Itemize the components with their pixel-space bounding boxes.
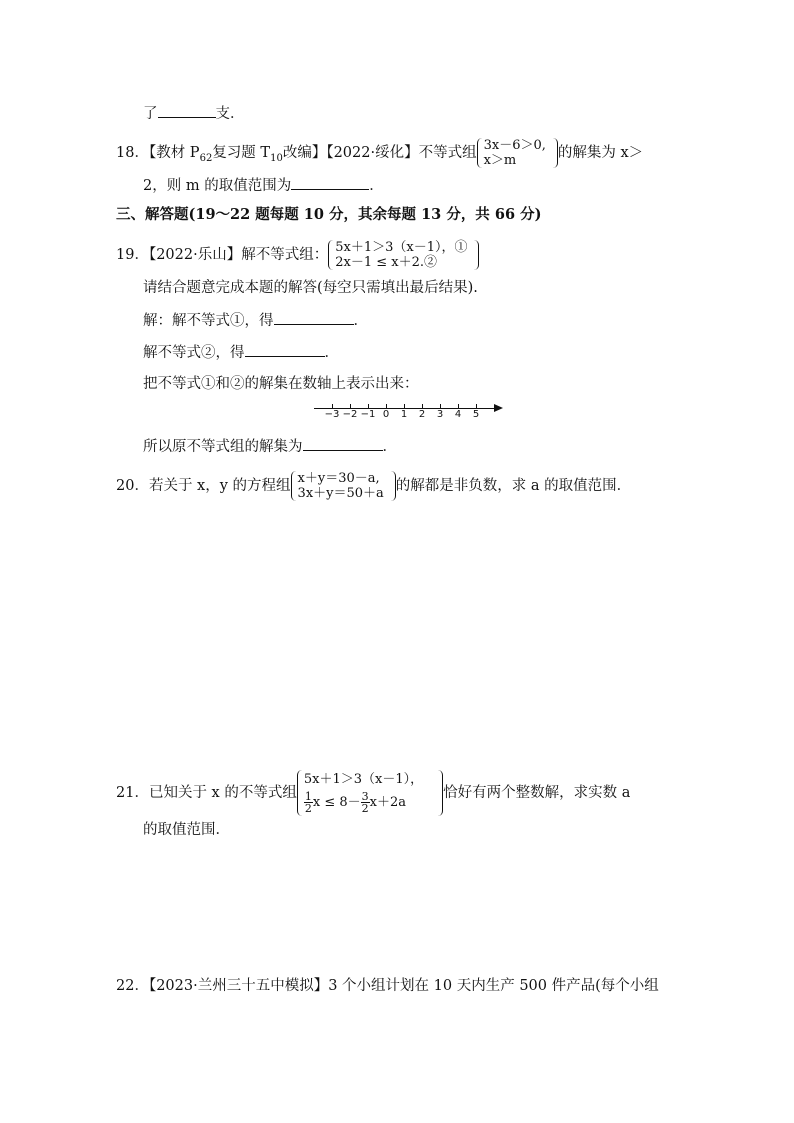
answer-blank[interactable] bbox=[303, 436, 383, 451]
tick-label: 4 bbox=[454, 409, 462, 420]
tick bbox=[368, 404, 369, 408]
answer-blank[interactable] bbox=[291, 175, 369, 190]
question-20: 20．若关于 x，y 的方程组 x＋y＝30－a, 3x＋y＝50＋a 的解都是非负数，求 a 的取值范围． bbox=[116, 471, 632, 501]
fraction: $\frac{3}{2}$ bbox=[361, 790, 369, 815]
answer-blank[interactable] bbox=[274, 310, 354, 325]
question-number: 21． bbox=[116, 785, 149, 801]
tick-label: −2 bbox=[342, 409, 358, 420]
q19-step1: 解：解不等式①，得 ． bbox=[143, 310, 368, 331]
tick bbox=[440, 404, 441, 408]
fraction: $\frac{1}{2}$ bbox=[304, 790, 312, 815]
inequality-system: 5x＋1＞3（x－1）， $\frac{1}{2}$ x ≤ 8－ $\frac{3}{2}$ x＋2a bbox=[297, 770, 443, 816]
tick bbox=[404, 404, 405, 408]
question-number: 20． bbox=[116, 478, 149, 494]
tick bbox=[458, 404, 459, 408]
equation-system: x＋y＝30－a, 3x＋y＝50＋a bbox=[291, 471, 396, 501]
tick-label: 5 bbox=[472, 409, 480, 420]
arrow-right-icon bbox=[494, 404, 503, 412]
question-number: 19． bbox=[116, 247, 149, 263]
tick-label: −3 bbox=[324, 409, 340, 420]
q19-step2: 解不等式②，得 ． bbox=[143, 342, 339, 363]
tick bbox=[476, 404, 477, 408]
answer-blank[interactable] bbox=[158, 103, 216, 118]
question-number: 22． bbox=[116, 978, 149, 994]
q17-continuation: 了 支． bbox=[143, 103, 245, 124]
answer-blank[interactable] bbox=[245, 342, 325, 357]
inequality-system: 5x＋1＞3（x－1），① 2x－1 ≤ x＋2.② bbox=[328, 240, 479, 270]
inequality-system: 3x－6＞0, x＞m bbox=[477, 138, 558, 168]
tick-label: 0 bbox=[382, 409, 390, 420]
q19-instruction: 请结合题意完成本题的解答(每空只需填出最后结果). bbox=[143, 280, 478, 296]
tick-label: 2 bbox=[418, 409, 426, 420]
question-19: 19．【2022·乐山】解不等式组： 5x＋1＞3（x－1），① 2x－1 ≤ x＋2.② bbox=[116, 240, 479, 270]
question-21: 21．已知关于 x 的不等式组 5x＋1＞3（x－1）， $\frac{1}{2}$ x ≤ 8－ $\frac{3}{2}$ x＋2a 恰好有两个整数解，求实数 a bbox=[116, 772, 631, 815]
tick bbox=[332, 404, 333, 408]
tick-label: 3 bbox=[436, 409, 444, 420]
number-line bbox=[314, 398, 504, 422]
question-number: 18． bbox=[116, 145, 149, 161]
q19-step4: 所以原不等式组的解集为 ． bbox=[143, 436, 397, 457]
q19-step3: 把不等式①和②的解集在数轴上表示出来： bbox=[143, 376, 419, 392]
question-22: 22．【2023·兰州三十五中模拟】3 个小组计划在 10 天内生产 500 件产品(每个小组 bbox=[116, 978, 659, 994]
section-heading: 三、解答题(19～22 题每题 10 分，其余每题 13 分，共 66 分) bbox=[116, 206, 542, 223]
tick bbox=[386, 404, 387, 408]
question-21-cont: 的取值范围． bbox=[143, 822, 230, 838]
tick bbox=[350, 404, 351, 408]
tick-label: 1 bbox=[400, 409, 408, 420]
question-18-cont: 2，则 m 的取值范围为 ． bbox=[143, 175, 384, 196]
tick-label: −1 bbox=[360, 409, 376, 420]
tick bbox=[422, 404, 423, 408]
question-18: 18．【教材 $P_{62}$复习题 $T_{10}$改编】【2022·绥化】不等式组 3x－6＞0, x＞m 的解集为 x＞ bbox=[116, 138, 644, 168]
